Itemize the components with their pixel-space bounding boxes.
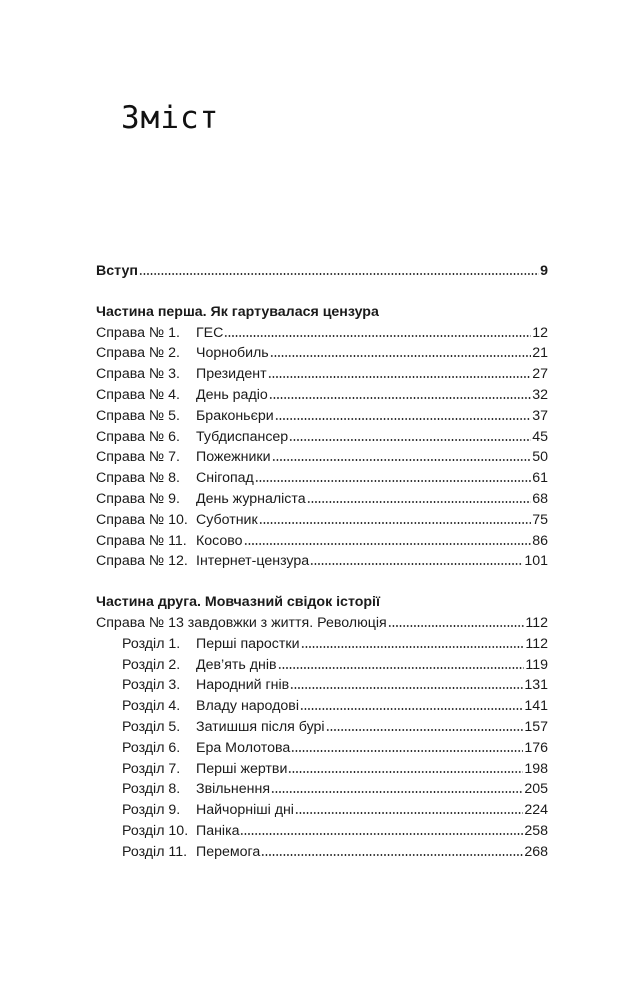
entry-title: Ера Молотова	[196, 739, 291, 756]
entry-title: Найчорніші дні	[196, 802, 294, 819]
entry-page: 258	[524, 822, 548, 839]
dot-leader	[310, 563, 523, 565]
entry-page: 12	[532, 324, 548, 341]
toc-entry[interactable]	[96, 675, 548, 696]
entry-page: 268	[524, 843, 548, 860]
entry-label: Справа № 5.	[96, 407, 180, 424]
entry-page: 37	[532, 407, 548, 424]
entry-label: Розділ 10.	[122, 822, 189, 839]
entry-page: 68	[532, 490, 548, 507]
toc-entry[interactable]	[96, 343, 548, 364]
entry-label: Розділ 6.	[122, 739, 181, 756]
toc-entry[interactable]	[96, 531, 548, 552]
entry-title: Вступ	[96, 263, 138, 279]
dot-leader	[271, 791, 523, 793]
entry-label: Розділ 7.	[122, 760, 181, 777]
toc-entry[interactable]	[96, 738, 548, 759]
dot-leader	[388, 625, 525, 627]
toc-entry[interactable]	[96, 717, 548, 738]
dot-leader	[268, 376, 532, 378]
toc-entry[interactable]	[96, 800, 548, 821]
entry-page: 21	[532, 345, 548, 362]
dot-leader	[272, 459, 532, 461]
entry-page: 101	[524, 553, 548, 570]
dot-leader	[259, 522, 532, 524]
entry-title: Перші жертви	[196, 760, 288, 777]
toc-entry[interactable]	[96, 468, 548, 489]
entry-label: Справа № 2.	[96, 345, 180, 362]
page-title: Зміст	[121, 100, 220, 136]
entry-page: 45	[532, 428, 548, 445]
toc-entry[interactable]	[96, 447, 548, 468]
entry-page: 157	[524, 718, 548, 735]
entry-title: День радіо	[196, 386, 268, 403]
toc-entry[interactable]	[96, 385, 548, 406]
entry-page: 119	[525, 656, 548, 673]
part-heading: Частина перша. Як гартувалася цензура	[96, 303, 379, 320]
dot-leader	[289, 439, 531, 441]
entry-title: Справа № 13 завдовжки з життя. Революція	[96, 614, 387, 631]
dot-leader	[326, 729, 524, 731]
dot-leader	[307, 501, 532, 503]
entry-page: 141	[524, 698, 548, 715]
toc-entry-intro[interactable]	[96, 261, 548, 282]
entry-title: Косово	[196, 532, 243, 549]
dot-leader	[295, 812, 523, 814]
toc-entry[interactable]	[96, 489, 548, 510]
entry-title: Звільнення	[196, 781, 271, 798]
part-heading: Частина друга. Мовчазний свідок історії	[96, 594, 380, 611]
entry-page: 9	[540, 263, 548, 279]
entry-label: Справа № 7.	[96, 449, 180, 466]
dot-leader	[269, 397, 531, 399]
dot-leader	[275, 418, 532, 420]
dot-leader	[301, 646, 525, 648]
dot-leader	[139, 273, 539, 275]
entry-page: 224	[524, 802, 548, 819]
dot-leader	[261, 854, 523, 856]
toc-entry[interactable]	[96, 551, 548, 572]
entry-label: Розділ 4.	[122, 698, 181, 715]
entry-label: Справа № 11.	[96, 532, 187, 549]
entry-label: Справа № 4.	[96, 386, 180, 403]
entry-title: Затишшя після бурі	[196, 718, 325, 735]
dot-leader	[224, 335, 531, 337]
entry-title: Народний гнів	[196, 677, 290, 694]
entry-page: 50	[532, 449, 548, 466]
entry-title: Інтернет-цензура	[196, 553, 310, 570]
table-of-contents	[96, 261, 548, 863]
entry-title: Дев’ять днів	[196, 656, 277, 673]
entry-label: Справа № 9.	[96, 490, 180, 507]
entry-label: Розділ 9.	[122, 802, 181, 819]
toc-entry[interactable]	[96, 821, 548, 842]
toc-entry[interactable]	[96, 655, 548, 676]
entry-title: Чорнобиль	[196, 345, 269, 362]
entry-label: Розділ 2.	[122, 656, 181, 673]
toc-entry[interactable]	[96, 842, 548, 863]
entry-page: 32	[532, 386, 548, 403]
dot-leader	[278, 667, 525, 669]
entry-title: Владу народові	[196, 698, 299, 715]
toc-entry[interactable]	[96, 427, 548, 448]
entry-title: Президент	[196, 366, 267, 383]
entry-title: Суботник	[196, 511, 258, 528]
part1-list	[96, 323, 548, 573]
dot-leader	[290, 687, 523, 689]
toc-entry[interactable]	[96, 364, 548, 385]
entry-label: Справа № 8.	[96, 470, 180, 487]
entry-page: 198	[524, 760, 548, 777]
entry-page: 131	[524, 677, 548, 694]
entry-title: ГЕС	[196, 324, 224, 341]
entry-title: Перші паростки	[196, 635, 300, 652]
entry-title: Тубдиспансер	[196, 428, 289, 445]
dot-leader	[255, 480, 531, 482]
entry-title: Снігопад	[196, 470, 254, 487]
entry-label: Розділ 5.	[122, 718, 181, 735]
dot-leader	[240, 833, 523, 835]
dot-leader	[270, 355, 532, 357]
entry-label: Справа № 10.	[96, 511, 188, 528]
toc-entry[interactable]	[96, 634, 548, 655]
toc-entry[interactable]	[96, 779, 548, 800]
toc-entry[interactable]	[96, 323, 548, 344]
entry-title: Браконьєри	[196, 407, 274, 424]
toc-entry[interactable]	[96, 696, 548, 717]
entry-title: День журналіста	[196, 490, 306, 507]
entry-page: 86	[532, 532, 548, 549]
toc-entry[interactable]	[96, 759, 548, 780]
entry-page: 61	[532, 470, 548, 487]
toc-entry[interactable]	[96, 510, 548, 531]
dot-leader	[291, 750, 523, 752]
entry-title: Пожежники	[196, 449, 271, 466]
dot-leader	[244, 543, 532, 545]
entry-page: 112	[525, 614, 548, 631]
entry-label: Розділ 8.	[122, 781, 181, 798]
entry-title: Перемога	[196, 843, 261, 860]
dot-leader	[288, 771, 523, 773]
entry-label: Справа № 6.	[96, 428, 180, 445]
entry-label: Розділ 11.	[122, 843, 188, 860]
entry-label: Розділ 1.	[122, 635, 181, 652]
part2-list	[96, 634, 548, 863]
entry-label: Справа № 12.	[96, 553, 188, 570]
entry-page: 75	[532, 511, 548, 528]
dot-leader	[300, 708, 523, 710]
entry-page: 112	[525, 635, 548, 652]
entry-page: 205	[524, 781, 548, 798]
entry-title: Паніка	[196, 822, 240, 839]
toc-entry[interactable]	[96, 406, 548, 427]
entry-label: Справа № 1.	[96, 324, 180, 341]
entry-page: 176	[524, 739, 548, 756]
entry-label: Розділ 3.	[122, 677, 181, 694]
entry-label: Справа № 3.	[96, 366, 180, 383]
toc-entry-case13[interactable]	[96, 613, 548, 634]
entry-page: 27	[532, 366, 548, 383]
